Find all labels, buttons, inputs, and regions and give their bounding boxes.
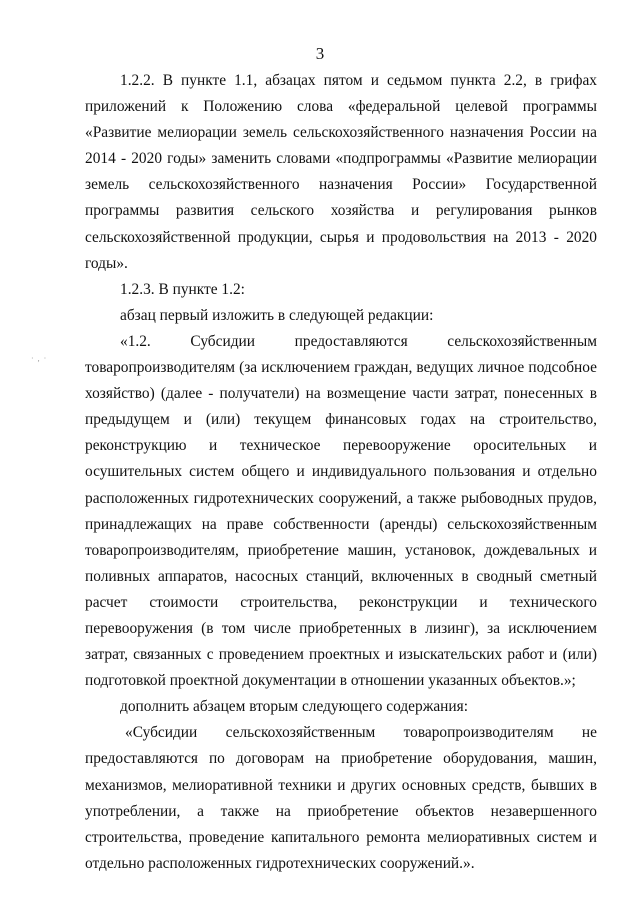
text-line: подготовкой проектной документации в отношении указанных объектов.»; xyxy=(85,672,576,690)
text-line: программы развития сельского хозяйства и регулирования рынков xyxy=(85,202,597,220)
page-number: 3 xyxy=(315,44,325,63)
text-line: отдельно расположенных гидротехнических сооружений.». xyxy=(85,854,475,872)
text-line: расчет стоимости строительства, реконструкции и технического xyxy=(85,593,597,611)
text-line: годы». xyxy=(85,254,128,272)
text-line: «Развитие мелиорации земель сельскохозяйственного назначения России на xyxy=(85,124,597,142)
text-line: принадлежащих на праве собственности (аренды) сельскохозяйственным xyxy=(85,515,597,533)
text-line: механизмов, мелиоративной техники и других основных средств, бывших в xyxy=(85,776,597,794)
text-line: предыдущем и (или) текущем финансовых годах на строительство, xyxy=(85,411,597,429)
text-line: земель сельскохозяйственного назначения России» Государственной xyxy=(85,176,597,194)
text-line: товаропроизводителям (за исключением граждан, ведущих личное подсобное xyxy=(85,359,597,377)
text-line: строительства, проведение капитального ремонта мелиоративных систем и xyxy=(85,828,597,846)
text-line: 1.2.2. В пункте 1.1, абзацах пятом и седьмом пункта 2.2, в грифах xyxy=(120,72,597,89)
text-line: товаропроизводителям, приобретение машин, установок, дождевальных и xyxy=(85,541,597,559)
text-line: «Субсидии сельскохозяйственным товаропроизводителям не xyxy=(125,724,597,742)
text-line: употреблении, а также на приобретение объектов незавершенного xyxy=(85,802,597,820)
text-line: 1.2.3. В пункте 1.2: xyxy=(120,280,245,298)
text-line: перевооружения (в том числе приобретенных в лизинг), за исключением xyxy=(85,619,597,637)
text-line: приложений к Положению слова «федеральной целевой программы xyxy=(85,98,597,116)
text-line: затрат, связанных с проведением проектных и изыскательских работ и (или) xyxy=(85,646,597,664)
text-line: дополнить абзацем вторым следующего содержания: xyxy=(120,698,469,716)
text-line: хозяйство) (далее - получатели) на возмещение части затрат, понесенных в xyxy=(85,385,597,403)
text-line: расположенных гидротехнических сооружений, а также рыбоводных прудов, xyxy=(85,489,597,507)
document-body xyxy=(85,68,597,877)
text-line: абзац первый изложить в следующей редакции: xyxy=(120,306,434,324)
text-line: сельскохозяйственной продукции, сырья и продовольствия на 2013 - 2020 xyxy=(85,228,597,246)
text-line: «1.2. Субсидии предоставляются сельскохозяйственным xyxy=(120,332,597,350)
margin-scan-mark: · , · xyxy=(31,354,48,363)
text-line: осушительных систем общего и индивидуального пользования и отдельно xyxy=(85,463,597,481)
text-line: реконструкцию и техническое перевооружение оросительных и xyxy=(85,437,597,455)
text-line: предоставляются по договорам на приобретение оборудования, машин, xyxy=(85,750,597,768)
text-line: поливных аппаратов, насосных станций, включенных в сводный сметный xyxy=(85,567,597,585)
text-line: 2014 - 2020 годы» заменить словами «подпрограммы «Развитие мелиорации xyxy=(85,150,597,168)
